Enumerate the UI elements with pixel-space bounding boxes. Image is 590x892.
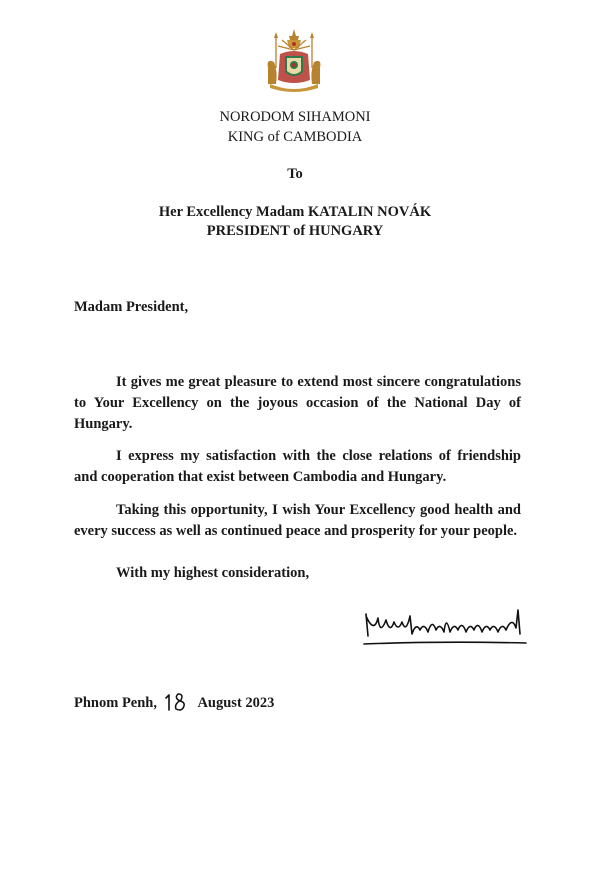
paragraph-wishes: Taking this opportunity, I wish Your Excellency good health and every success as well as continued peace and prosperity for your people. (74, 502, 521, 539)
salutation: Madam President, (74, 299, 189, 315)
to-label: To (287, 166, 303, 182)
handwritten-day-icon (163, 692, 191, 712)
sender-name: NORODOM SIHAMONI (219, 109, 371, 125)
sender-title: KING of CAMBODIA (227, 129, 363, 145)
recipient-title: PRESIDENT of HUNGARY (206, 223, 384, 239)
paragraph-relations: I express my satisfaction with the close relations of friendship and cooperation that exist between Cambodia and Hungary. (74, 448, 521, 485)
recipient-name: Her Excellency Madam KATALIN NOVÁK (158, 204, 432, 220)
paragraph-congratulations: It gives me great pleasure to extend most sincere congratulations to Your Excellency on the joyous occasion of the National Day of Hungary. (74, 374, 521, 432)
closing: With my highest consideration, (116, 565, 310, 581)
place: Phnom Penh, (74, 695, 157, 711)
place-and-date (74, 692, 274, 712)
month-year: August 2023 (197, 695, 275, 711)
royal-coat-of-arms-icon (262, 28, 326, 94)
handwritten-signature-icon (362, 604, 530, 650)
